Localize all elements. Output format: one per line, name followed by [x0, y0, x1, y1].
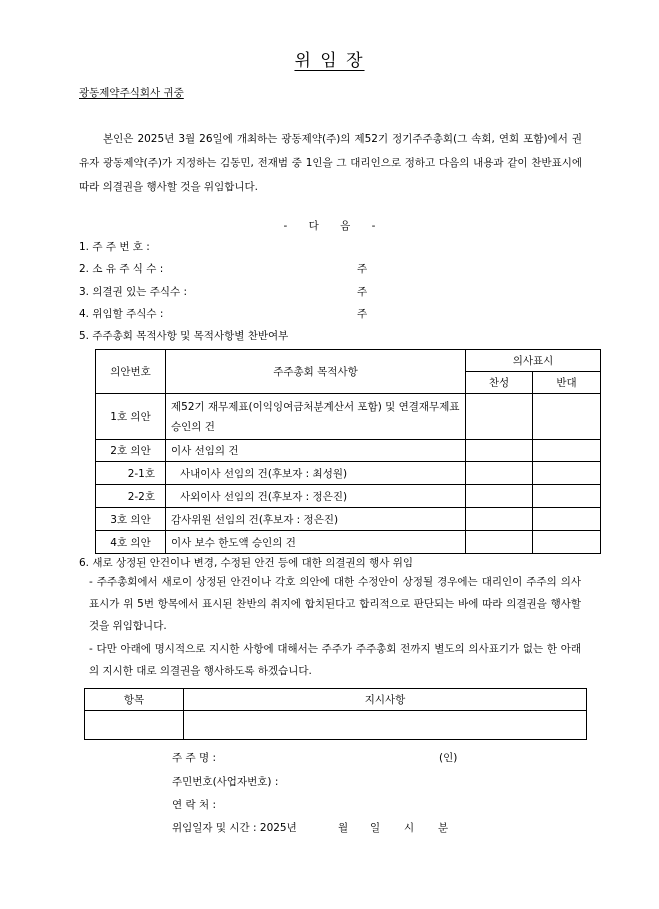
- vote-yes-cell[interactable]: [466, 508, 533, 531]
- vote-no-cell[interactable]: [533, 531, 601, 554]
- date-hour: 시: [404, 822, 415, 834]
- agenda-number: 2-1호: [96, 462, 166, 485]
- agenda-table: [95, 349, 601, 554]
- agenda-subject: 이사 보수 한도액 승인의 건: [166, 531, 466, 554]
- id-number-label: 주민번호(사업자번호) :: [172, 776, 279, 788]
- vote-yes-cell[interactable]: [466, 440, 533, 462]
- date-minute: 분: [438, 822, 449, 834]
- date-day: 일: [370, 822, 381, 834]
- agenda-subject: 이사 선임의 건: [166, 440, 466, 462]
- vote-yes-cell[interactable]: [466, 394, 533, 440]
- vote-no-cell[interactable]: [533, 440, 601, 462]
- shareholder-name-label: 주 주 명 :: [172, 752, 216, 764]
- table-row: [96, 462, 601, 485]
- item-owned-shares: [79, 261, 479, 276]
- item-label: 1. 주 주 번 호 :: [79, 241, 150, 253]
- header-yes: 찬성: [466, 372, 533, 394]
- bullet-explicit-instruction: - 다만 아래에 명시적으로 지시한 사항에 대해서는 주주가 주주총회 전까지 별도의 의사표기가 없는 한 아래의 지시한 대로 의결권을 행사하도록 하겠습니다.: [89, 643, 581, 677]
- table-row: [96, 508, 601, 531]
- bullet-new-agenda: - 주주총회에서 새로이 상정된 안건이나 각호 의안에 대한 수정안이 상정될 경우에는 대리인이 주주의 의사표시가 위 5번 항목에서 표시된 찬반의 취지에 합치된다고 합리적으로 판단되는 바에 따라 의결권을 행사할 것을 위임합니다.: [89, 576, 581, 632]
- vote-no-cell[interactable]: [533, 394, 601, 440]
- agenda-subject: 감사위원 선임의 건(후보자 : 정은진): [166, 508, 466, 531]
- section-heading: - 다 음 -: [283, 220, 376, 232]
- item-unit: 주: [357, 286, 368, 298]
- vote-yes-cell[interactable]: [466, 462, 533, 485]
- header-no: 반대: [533, 372, 601, 394]
- table-row: [85, 711, 587, 740]
- item-agenda: [79, 328, 288, 343]
- agenda-number: 2-2호: [96, 485, 166, 508]
- item-label: 3. 의결권 있는 주식수 :: [79, 286, 188, 298]
- agenda-number: 4호 의안: [96, 531, 166, 554]
- document-title: 위 임 장: [294, 51, 365, 71]
- vote-no-cell[interactable]: [533, 508, 601, 531]
- agenda-number: 2호 의안: [96, 440, 166, 462]
- header-vote: 의사표시: [466, 350, 601, 372]
- table-row: [96, 440, 601, 462]
- instruction-item-cell[interactable]: [85, 711, 184, 740]
- item-label: 5. 주주총회 목적사항 및 목적사항별 찬반여부: [79, 330, 289, 342]
- contact-label: 연 락 처 :: [172, 799, 216, 811]
- header-agenda-subject: 주주총회 목적사항: [166, 350, 466, 394]
- delegation-date-label: 위임일자 및 시간 : 2025년: [172, 822, 297, 834]
- recipient: 광동제약주식회사 귀중: [79, 87, 184, 99]
- item-new-agenda-delegation: 6. 새로 상정된 안건이나 변경, 수정된 안건 등에 대한 의결권의 행사 위임: [79, 557, 414, 569]
- agenda-subject: 사외이사 선임의 건(후보자 : 정은진): [166, 485, 466, 508]
- agenda-number: 3호 의안: [96, 508, 166, 531]
- seal-mark: (인): [439, 752, 458, 764]
- header-instruction: 지시사항: [184, 689, 587, 711]
- instruction-table: [84, 688, 587, 740]
- item-unit: 주: [357, 263, 368, 275]
- vote-yes-cell[interactable]: [466, 531, 533, 554]
- item-unit: 주: [357, 308, 368, 320]
- agenda-subject: 제52기 재무제표(이익잉여금처분계산서 포함) 및 연결재무제표 승인의 건: [166, 394, 466, 440]
- intro-text: 본인은 2025년 3월 26일에 개최하는 광동제약(주)의 제52기 정기주주총회(그 속회, 연회 포함)에서 권유자 광동제약(주)가 지정하는 김동민, 전재범 중 1인을 그 대리인으로 정하고 다음의 내용과 같이 찬반표시에 따라 의결권을 행사할 것을 위임합니다.: [79, 133, 582, 193]
- table-row: [96, 485, 601, 508]
- item-voting-shares: [79, 284, 479, 299]
- agenda-number: 1호 의안: [96, 394, 166, 440]
- vote-no-cell[interactable]: [533, 485, 601, 508]
- item-delegated-shares: [79, 306, 479, 321]
- table-row: [96, 394, 601, 440]
- intro-paragraph: [79, 127, 582, 199]
- table-row: [96, 531, 601, 554]
- instruction-detail-cell[interactable]: [184, 711, 587, 740]
- date-month: 월: [338, 822, 349, 834]
- header-item: 항목: [85, 689, 184, 711]
- agenda-subject: 사내이사 선임의 건(후보자 : 최성원): [166, 462, 466, 485]
- vote-no-cell[interactable]: [533, 462, 601, 485]
- header-agenda-number: 의안번호: [96, 350, 166, 394]
- item-shareholder-number: [79, 239, 150, 254]
- vote-yes-cell[interactable]: [466, 485, 533, 508]
- item-label: 4. 위임할 주식수 :: [79, 308, 164, 320]
- item-label: 2. 소 유 주 식 수 :: [79, 263, 164, 275]
